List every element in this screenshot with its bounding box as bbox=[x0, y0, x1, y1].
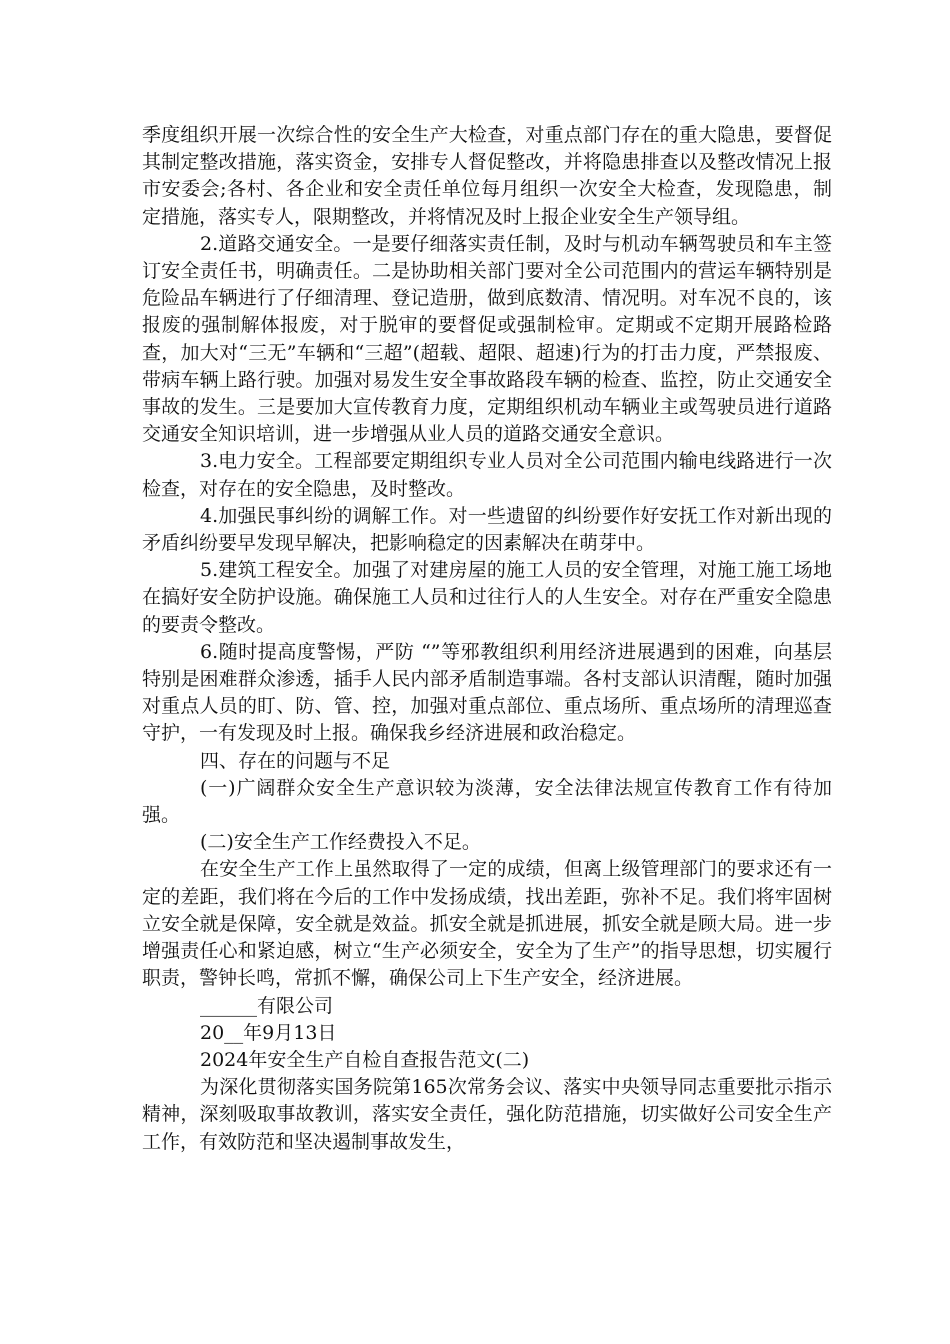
document-page bbox=[142, 122, 832, 1156]
document-title-second: 2024年安全生产自检自查报告范文(二) bbox=[200, 1048, 530, 1071]
section-heading-problems: 四、存在的问题与不足 bbox=[200, 749, 391, 772]
signature-company: ______有限公司 bbox=[200, 994, 334, 1017]
paragraph-problem-two: (二)安全生产工作经费投入不足。 bbox=[200, 831, 481, 854]
paragraph-second-intro: 为深化贯彻落实国务院第165次常务会议、落实中央领导同志重要批示指示精神，深刻吸取事故教训，落实安全责任，强化防范措施，切实做好公司安全生产工作，有效防范和坚决遏制事故发生， bbox=[142, 1076, 832, 1153]
paragraph-construction-safety: 5.建筑工程安全。加强了对建房屋的施工人员的安全管理，对施工施工场地在搞好安全防护设施。确保施工人员和过往行人的人生安全。对存在严重安全隐患的要责令整改。 bbox=[142, 559, 832, 636]
paragraph-civil-disputes: 4.加强民事纠纷的调解工作。对一些遗留的纠纷要作好安抚工作对新出现的矛盾纠纷要早发现早解决，把影响稳定的因素解决在萌芽中。 bbox=[142, 504, 832, 555]
paragraph-conclusion: 在安全生产工作上虽然取得了一定的成绩，但离上级管理部门的要求还有一定的差距，我们将在今后的工作中发扬成绩，找出差距，弥补不足。我们将牢固树立安全就是保障，安全就是效益。抓安全就是抓进展，抓安全就是顾大局。进一步增强责任心和紧迫感，树立“生产必须安全，安全为了生产”的指导思想，切实履行职责，警钟长鸣，常抓不懈，确保公司上下生产安全，经济进展。 bbox=[142, 858, 832, 990]
paragraph-vigilance: 6.随时提高度警惕，严防 “”等邪教组织利用经济进展遇到的困难，向基层特别是困难群众渗透，插手人民内部矛盾制造事端。各村支部认识清醒，随时加强对重点人员的盯、防、管、控，加强对重点部位、重点场所、重点场所的清理巡查守护，一有发现及时上报。确保我乡经济进展和政治稳定。 bbox=[142, 640, 832, 745]
paragraph-power-safety: 3.电力安全。工程部要定期组织专业人员对全公司范围内输电线路进行一次检查，对存在的安全隐患，及时整改。 bbox=[142, 450, 832, 500]
paragraph-inspection-continued: 季度组织开展一次综合性的安全生产大检查，对重点部门存在的重大隐患，要督促其制定整改措施，落实资金，安排专人督促整改，并将隐患排查以及整改情况上报市安委会;各村、各企业和安全责任单位每月组织一次安全大检查，发现隐患，制定措施，落实专人，限期整改，并将情况及时上报企业安全生产领导组。 bbox=[142, 124, 832, 228]
signature-date: 20__年9月13日 bbox=[200, 1021, 337, 1044]
paragraph-problem-one: (一)广阔群众安全生产意识较为淡薄，安全法律法规宣传教育工作有待加强。 bbox=[142, 776, 832, 827]
paragraph-road-traffic-safety: 2.道路交通安全。一是要仔细落实责任制，及时与机动车辆驾驶员和车主签订安全责任书，明确责任。二是协助相关部门要对全公司范围内的营运车辆特别是危险品车辆进行了仔细清理、登记造册，做到底数清、情况明。对车况不良的，该报废的强制解体报废，对于脱审的要督促或强制检审。定期或不定期开展路检路查，加大对“三无”车辆和“三超”(超载、超限、超速)行为的打击力度，严禁报废、带病车辆上路行驶。加强对易发生安全事故路段车辆的检查、监控，防止交通安全事故的发生。三是要加大宣传教育力度，定期组织机动车辆业主或驾驶员进行道路交通安全知识培训，进一步增强从业人员的道路交通安全意识。 bbox=[142, 232, 832, 446]
